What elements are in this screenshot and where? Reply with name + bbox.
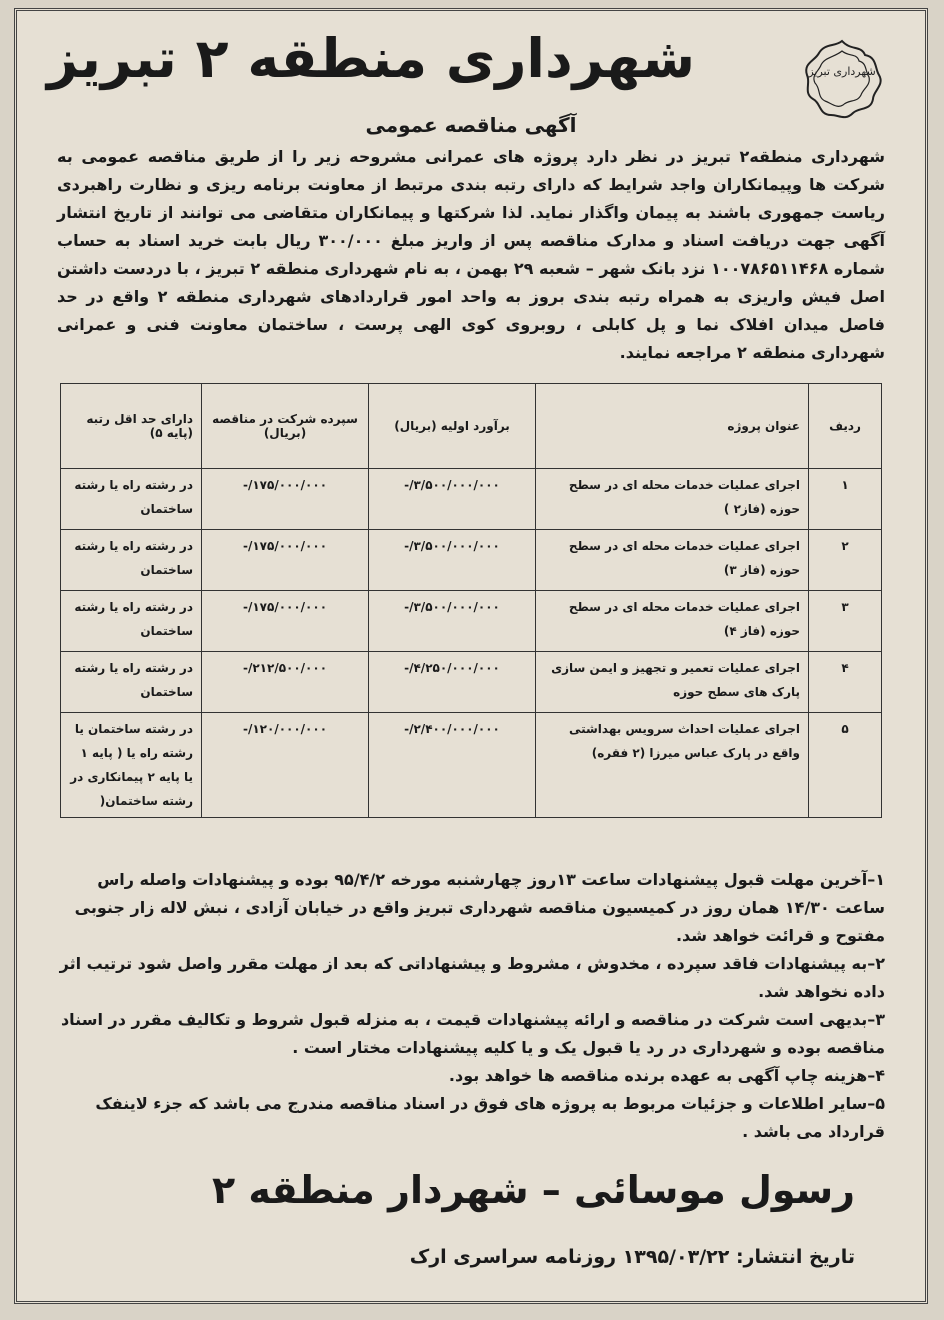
municipality-logo-icon (799, 35, 885, 121)
project-deposit: ۲۱۲/۵۰۰/۰۰۰/- (202, 652, 369, 713)
row-number: ۵ (809, 713, 882, 818)
project-rank: در رشته راه یا رشته ساختمان (61, 652, 202, 713)
page-subtitle: آگهی مناقصه عمومی (365, 113, 577, 137)
advertisement (27, 17, 915, 1295)
term-item: ۴–هزینه چاپ آگهی به عهده برنده مناقصه ها خواهد بود. (448, 1066, 885, 1085)
project-deposit: ۱۷۵/۰۰۰/۰۰۰/- (202, 530, 369, 591)
mayor-signature: رسول موسائی – شهردار منطقه ۲ (211, 1168, 855, 1212)
projects-table (60, 383, 882, 818)
project-rank: در رشته راه یا رشته ساختمان (61, 530, 202, 591)
row-number: ۲ (809, 530, 882, 591)
table-row (61, 713, 882, 818)
table-row (61, 652, 882, 713)
term-item: ۵–سایر اطلاعات و جزئیات مربوط به پروژه های فوق در اسناد مناقصه مندرج می باشد که جزء لاینفک قرارداد می باشد . (95, 1094, 885, 1141)
project-deposit: ۱۷۵/۰۰۰/۰۰۰/- (202, 469, 369, 530)
project-title: اجرای عملیات احداث سرویس بهداشتی واقع در پارک عباس میرزا (۲ فقره) (536, 713, 809, 818)
project-estimate: ۳/۵۰۰/۰۰۰/۰۰۰/- (369, 469, 536, 530)
publication-date: تاریخ انتشار: ۱۳۹۵/۰۳/۲۲ روزنامه سراسری ارک (409, 1246, 855, 1268)
row-number: ۳ (809, 591, 882, 652)
project-deposit: ۱۲۰/۰۰۰/۰۰۰/- (202, 713, 369, 818)
header-project-title: عنوان پروژه (536, 384, 809, 469)
project-estimate: ۳/۵۰۰/۰۰۰/۰۰۰/- (369, 591, 536, 652)
header (27, 17, 915, 137)
project-rank: در رشته ساختمان یا رشته راه یا ( پایه ۱ یا پایه ۲ پیمانکاری در رشته ساختمان( (61, 713, 202, 818)
project-estimate: ۲/۴۰۰/۰۰۰/۰۰۰/- (369, 713, 536, 818)
header-rank: دارای حد اقل رتبه (پایه ۵) (61, 384, 202, 469)
header-estimate: برآورد اولیه (بریال) (369, 384, 536, 469)
intro-paragraph: شهرداری منطقه۲ تبریز در نظر دارد پروژه های عمرانی مشروحه زیر را از طریق مناقصه عمومی به شرکت ها وپیمانکاران واجد شرایط که دارای رتبه بندی مرتبط از معاونت برنامه ریزی و نظارت راهبردی ریاست جمهوری باشند به پیمان واگذار نماید. لذا شرکتها و پیمانکاران متقاضی می توانند از تاریخ انتشار آگهی جهت دریافت اسناد و مدارک مناقصه پس از واریز مبلغ ۳۰۰/۰۰۰ ریال بابت خرید اسناد به حساب شماره ۱۰۰۷۸۶۵۱۱۴۶۸ نزد بانک شهر – شعبه ۲۹ بهمن ، به نام شهرداری منطقه ۲ تبریز ، با دردست داشتن اصل فیش واریزی به همراه رتبه بندی بروز به واحد امور قراردادهای شهرداری منطقه ۲ واقع در حد فاصل میدان افلاک نما و پل کابلی ، روبروی کوی الهی پرست ، ساختمان معاونت فنی و عمرانی شهرداری منطقه ۲ مراجعه نمایند. (57, 147, 886, 362)
project-estimate: ۳/۵۰۰/۰۰۰/۰۰۰/- (369, 530, 536, 591)
project-estimate: ۴/۲۵۰/۰۰۰/۰۰۰/- (369, 652, 536, 713)
newspaper-clipping (14, 8, 928, 1304)
table-row (61, 469, 882, 530)
header-deposit: سپرده شرکت در مناقصه (بریال) (202, 384, 369, 469)
row-number: ۴ (809, 652, 882, 713)
project-rank: در رشته راه یا رشته ساختمان (61, 591, 202, 652)
term-item: ۳–بدیهی است شرکت در مناقصه و ارائه پیشنهادات قیمت ، به منزله قبول شروط و تکالیف مقرر در اسناد مناقصه بوده و شهرداری در رد یا قبول یک و یا کلیه پیشنهادات مختار است . (60, 1010, 885, 1057)
table-header-row (61, 384, 882, 469)
terms-list (57, 866, 885, 1146)
project-title: اجرای عملیات تعمیر و تجهیز و ایمن سازی پارک های سطح حوزه (536, 652, 809, 713)
table-row (61, 530, 882, 591)
page-title: شهرداری منطقه ۲ تبریز (47, 27, 695, 90)
project-title: اجرای عملیات خدمات محله ای در سطح حوزه (فاز ۳) (536, 530, 809, 591)
table-row (61, 591, 882, 652)
project-rank: در رشته راه یا رشته ساختمان (61, 469, 202, 530)
project-deposit: ۱۷۵/۰۰۰/۰۰۰/- (202, 591, 369, 652)
header-row-number: ردیف (809, 384, 882, 469)
row-number: ۱ (809, 469, 882, 530)
project-title: اجرای عملیات خدمات محله ای در سطح حوزه (فاز ۴) (536, 591, 809, 652)
term-item: ۱–آخرین مهلت قبول پیشنهادات ساعت ۱۳روز چهارشنبه مورخه ۹۵/۴/۲ بوده و پیشنهادات واصله راس ساعت ۱۴/۳۰ همان روز در کمیسیون مناقصه شهرداری تبریز واقع در خیابان آزادی ، نبش لاله زار جنوبی مفتوح و قرائت خواهد شد. (74, 870, 885, 945)
project-title: اجرای عملیات خدمات محله ای در سطح حوزه (فاز۲ ) (536, 469, 809, 530)
svg-text:شهرداری تبریز: شهرداری تبریز (808, 65, 876, 78)
term-item: ۲–به پیشنهادات فاقد سپرده ، مخدوش ، مشروط و پیشنهاداتی که بعد از مهلت مقرر واصل شود ترتیب اثر داده نخواهد شد. (59, 954, 885, 1001)
